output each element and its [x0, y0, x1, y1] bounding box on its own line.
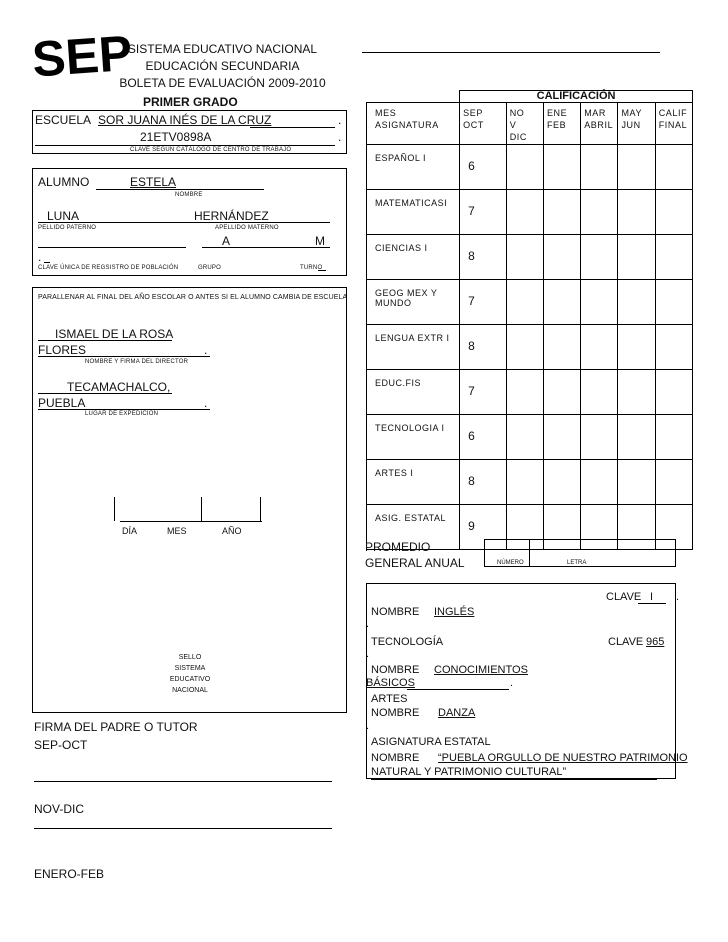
tech-label: TECNOLOGÍA	[371, 636, 444, 648]
table-row	[367, 280, 693, 325]
school-code-caption: CLAVE SEGÚN CATÁLOGO DE CENTRO DE TRABAJO	[130, 147, 292, 153]
subject-grade: 8	[460, 235, 507, 280]
seal-line4: NACIONAL	[172, 687, 208, 694]
average-divider	[529, 539, 530, 567]
student-turn: M	[315, 234, 325, 248]
subject-name: LENGUA EXTR I	[367, 325, 460, 370]
clave-1-underline	[638, 603, 666, 604]
clave-label-2: CLAVE	[608, 636, 644, 648]
average-number-caption: NÚMERO	[497, 560, 524, 566]
sep-logo	[30, 24, 135, 89]
school-dot: .	[338, 113, 342, 127]
grade-cell-empty	[506, 235, 543, 280]
seal-line1: SELLO	[178, 654, 202, 661]
grade-cell-empty	[655, 190, 692, 235]
nombre-label-1: NOMBRE	[371, 606, 420, 618]
table-row	[367, 415, 693, 460]
student-group: A	[222, 234, 231, 248]
curp-underline	[38, 247, 186, 248]
surname1-caption: PELLIDO PATERNO	[38, 225, 97, 231]
state-name-underline	[371, 779, 657, 780]
date-year-caption: AÑO	[222, 526, 242, 536]
group-turn-underline	[202, 247, 330, 248]
top-right-line	[362, 52, 660, 53]
student-label: ALUMNO	[38, 175, 90, 189]
subject-name: CIENCIAS I	[367, 235, 460, 280]
student-name: ESTELA	[130, 175, 177, 189]
grade-cell-empty	[506, 325, 543, 370]
school-code: 21ETV0898A	[140, 130, 212, 144]
student-name-underline	[96, 189, 264, 190]
header-asignatura: ASIGNATURA	[375, 120, 439, 130]
grade-cell-empty	[543, 325, 580, 370]
parent-title: FIRMA DEL PADRE O TUTOR	[34, 720, 198, 734]
header-month-2: ENE FEB	[543, 103, 580, 145]
grade-cell-empty	[506, 280, 543, 325]
grade-cell-empty	[581, 415, 618, 460]
arts-dot: .	[366, 720, 370, 732]
tech-name-2: BÁSICOS	[366, 677, 415, 689]
tech-name-2-underline	[407, 689, 509, 690]
school-code-underline	[35, 145, 335, 146]
grade-cell-empty	[543, 235, 580, 280]
date-divider-mid	[201, 497, 202, 521]
nombre-label-4: NOMBRE	[371, 752, 420, 764]
subject-grade: 6	[460, 145, 507, 190]
grade-cell-empty	[581, 370, 618, 415]
school-name: SOR JUANA INÉS DE LA CRUZ	[98, 113, 272, 127]
parent-period-1: SEP-OCT	[34, 738, 88, 752]
grade-cell-empty	[543, 190, 580, 235]
clave-label-1: CLAVE	[606, 591, 642, 603]
tech-name: CONOCIMIENTOS	[434, 664, 528, 676]
grade-cell-empty	[581, 235, 618, 280]
grade-cell-empty	[581, 280, 618, 325]
surname2: HERNÁNDEZ	[194, 209, 269, 223]
surname2-caption: APELLIDO MATERNO	[215, 225, 279, 231]
school-name-underline	[250, 127, 335, 128]
curp-short-underline	[44, 262, 50, 263]
nombre-label-2: NOMBRE	[371, 664, 420, 676]
grade-cell-empty	[506, 370, 543, 415]
table-row	[367, 145, 693, 190]
grade-cell-empty	[543, 280, 580, 325]
grade-cell-empty	[506, 145, 543, 190]
grade-cell-empty	[506, 190, 543, 235]
table-row	[367, 325, 693, 370]
header-line1: SISTEMA EDUCATIVO NACIONAL	[127, 42, 318, 56]
subject-name: ASIG. ESTATAL	[367, 505, 460, 550]
state-name-2: NATURAL Y PATRIMONIO CULTURAL”	[371, 766, 567, 778]
grade-cell-empty	[655, 325, 692, 370]
date-month-caption: MES	[167, 526, 187, 536]
school-code-dot: .	[338, 130, 342, 144]
grade-cell-empty	[543, 370, 580, 415]
grade-cell-empty	[618, 235, 655, 280]
subject-name: EDUC.FIS	[367, 370, 460, 415]
grade-cell-empty	[543, 415, 580, 460]
director-name-line1: ISMAEL DE LA ROSA	[55, 327, 174, 341]
table-row	[367, 190, 693, 235]
header-month-3: MAR ABRIL	[581, 103, 618, 145]
grade-cell-empty	[618, 145, 655, 190]
place-line1: TECAMACHALCO,	[67, 380, 171, 394]
clave-1-dot: .	[676, 591, 680, 603]
grade-cell-empty	[618, 325, 655, 370]
place-underline2	[38, 409, 210, 410]
director-underline2	[38, 356, 210, 357]
director-underline1	[38, 340, 172, 341]
header-line3: BOLETA DE EVALUACIÓN 2009-2010	[119, 76, 326, 90]
grade-cell-empty	[543, 145, 580, 190]
grade-cell-empty	[618, 190, 655, 235]
parent-line-2	[34, 828, 332, 829]
date-divider-left	[114, 497, 115, 521]
grade-cell-empty	[506, 415, 543, 460]
grade-cell-empty	[506, 460, 543, 505]
average-label1: PROMEDIO	[365, 540, 431, 554]
seal-text	[160, 652, 220, 696]
seal-line2: SISTEMA	[174, 665, 206, 672]
parent-line-1	[34, 781, 332, 782]
grade-cell-empty	[655, 145, 692, 190]
date-divider-right	[260, 497, 261, 521]
header-mes: MES	[375, 108, 397, 118]
grade-cell-empty	[581, 325, 618, 370]
turn-caption: TURNO	[300, 265, 323, 271]
arts-name: DANZA	[438, 707, 476, 719]
grade-cell-empty	[655, 460, 692, 505]
header-subject-cell	[367, 103, 460, 145]
director-name-line2: FLORES	[38, 343, 87, 357]
student-dot: .	[38, 250, 42, 264]
header-month-4: MAY JUN	[618, 103, 655, 145]
average-label2: GENERAL ANUAL	[365, 556, 465, 570]
parent-period-3: ENERO-FEB	[34, 867, 105, 881]
grade-cell-empty	[543, 460, 580, 505]
subject-grade: 7	[460, 370, 507, 415]
student-name-caption: NOMBRE	[175, 192, 203, 198]
tech-name-dot: .	[510, 677, 514, 689]
seal-line3: EDUCATIVO	[169, 676, 211, 683]
grade-cell-empty	[581, 145, 618, 190]
subject-name: MATEMATICASI	[367, 190, 460, 235]
subject-name: ESPAÑOL I	[367, 145, 460, 190]
subject-name: ARTES I	[367, 460, 460, 505]
grades-title: CALIFICACIÓN	[460, 91, 693, 103]
header-line2: EDUCACIÓN SECUNDARIA	[145, 59, 300, 73]
place-underline1	[38, 393, 172, 394]
clave-2: 965	[646, 636, 665, 648]
header-month-5: CALIF FINAL	[655, 103, 692, 145]
director-caption: NOMBRE Y FIRMA DEL DIRECTOR	[85, 359, 189, 365]
clave-1: I	[650, 591, 654, 603]
place-caption: LUGAR DE EXPEDICIÓN	[85, 411, 159, 417]
subject-grade: 8	[460, 325, 507, 370]
grade-cell-empty	[655, 280, 692, 325]
turn-underline	[318, 270, 326, 271]
table-row	[367, 370, 693, 415]
place-dot: .	[204, 396, 208, 410]
place-line2: PUEBLA	[38, 396, 86, 410]
surname-underline	[38, 222, 330, 223]
grades-table	[366, 90, 693, 550]
group-caption: GRUPO	[198, 265, 222, 271]
arts-label: ARTES	[371, 693, 408, 705]
subject-grade: 8	[460, 460, 507, 505]
grade-cell-empty	[655, 370, 692, 415]
logo-text: SEP	[30, 24, 135, 88]
grade-cell-empty	[618, 280, 655, 325]
subject-grade: 6	[460, 415, 507, 460]
subject-name: GEOG MEX Y MUNDO	[367, 280, 460, 325]
grade-cell-empty	[618, 460, 655, 505]
language-dot: .	[366, 618, 370, 630]
curp-caption: CLAVE ÚNICA DE REGSISTRO DE POBLACIÓN	[38, 265, 179, 271]
grade-cell-empty	[618, 370, 655, 415]
subject-grade: 7	[460, 190, 507, 235]
director-dot: .	[204, 343, 208, 357]
language-name: INGLÉS	[434, 606, 475, 618]
table-row	[367, 460, 693, 505]
parent-period-2: NOV-DIC	[34, 802, 85, 816]
header-month-1: NO V DIC	[506, 103, 543, 145]
subject-grade: 9	[460, 505, 507, 550]
grade-cell-empty	[655, 235, 692, 280]
subject-grade: 7	[460, 280, 507, 325]
header-month-0: SEP OCT	[460, 103, 507, 145]
grade-cell-empty	[581, 460, 618, 505]
state-label: ASIGNATURA ESTATAL	[371, 736, 491, 748]
grade-title: PRIMER GRADO	[143, 95, 238, 109]
grade-cell-empty	[581, 190, 618, 235]
school-label: ESCUELA	[35, 113, 92, 127]
date-underline	[120, 521, 262, 522]
date-day-caption: DÍA	[122, 526, 138, 536]
state-name-1: “PUEBLA ORGULLO DE NUESTRO PATRIMONIO	[438, 752, 688, 764]
average-letter-caption: LETRA	[567, 560, 587, 566]
grade-cell-empty	[618, 415, 655, 460]
notice-text: PARALLENAR AL FINAL DEL AÑO ESCOLAR O ANTES SI EL ALUMNO CAMBIA DE ESCUELA	[38, 294, 348, 301]
nombre-label-3: NOMBRE	[371, 707, 420, 719]
grade-cell-empty	[655, 415, 692, 460]
table-row	[367, 235, 693, 280]
surname1: LUNA	[47, 209, 80, 223]
subject-name: TECNOLOGIA I	[367, 415, 460, 460]
tech-dot: .	[366, 648, 370, 660]
